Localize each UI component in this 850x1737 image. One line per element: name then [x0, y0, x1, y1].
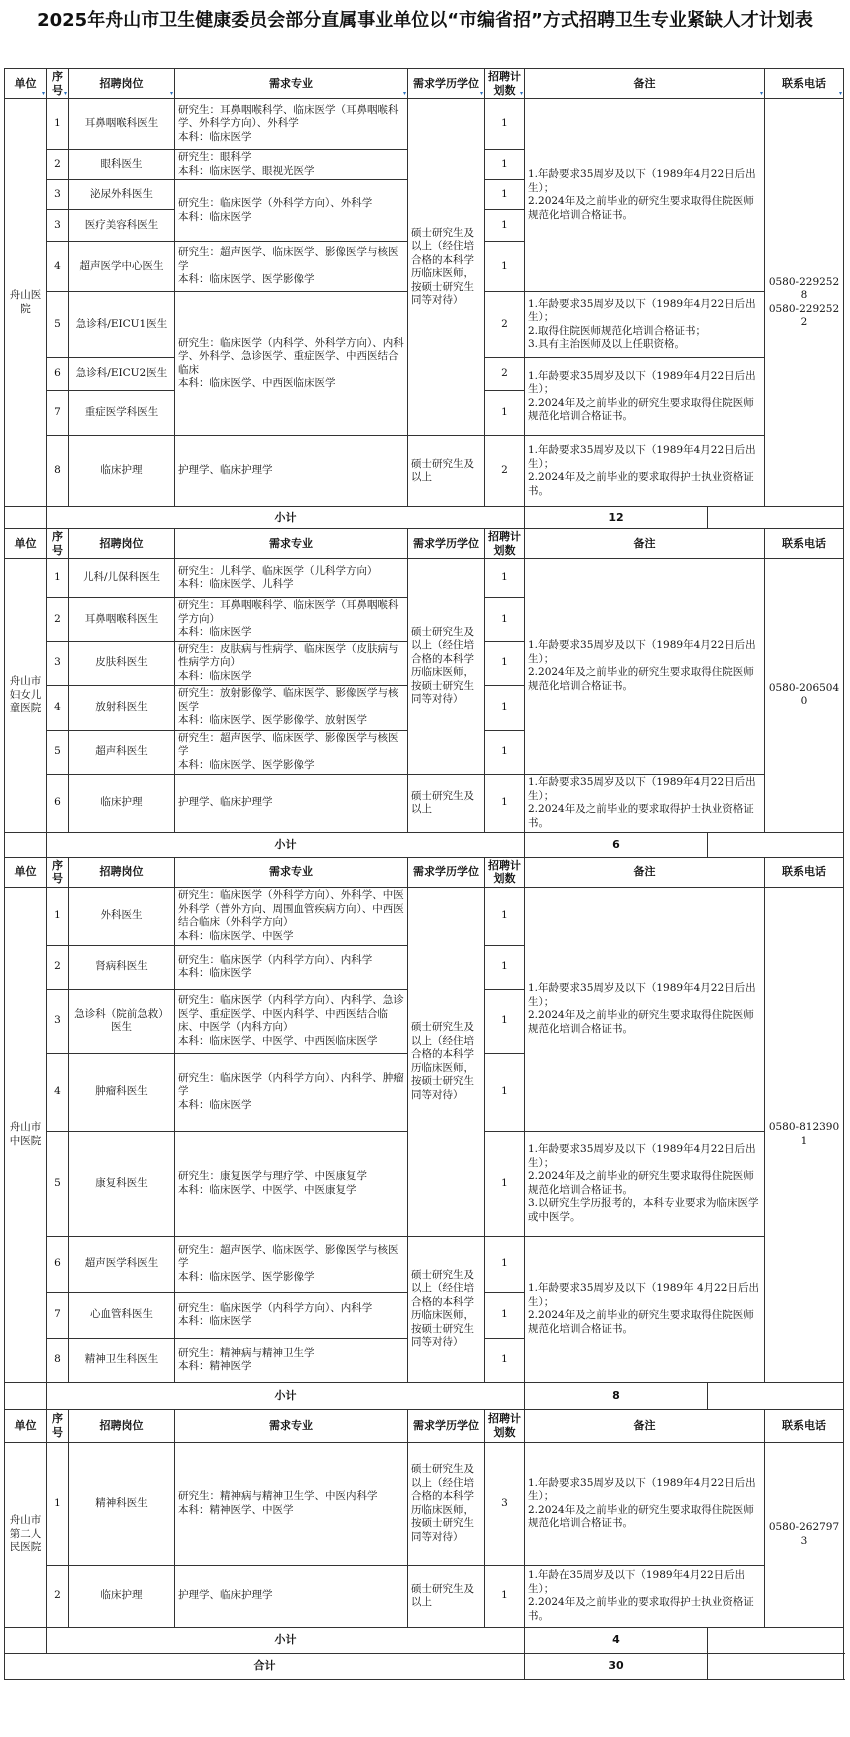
position-cell: 超声医学中心医生: [69, 242, 175, 292]
seq-cell: 5: [47, 730, 69, 774]
filter-dropdown-icon[interactable]: ▾: [479, 90, 483, 97]
count-cell: 1: [485, 1338, 525, 1382]
position-cell: 临床护理: [69, 774, 175, 832]
header-row: [5, 857, 844, 887]
count-cell: 1: [485, 150, 525, 180]
remarks-cell: 1.年龄要求35周岁及以下（1989年4月22日后出生）； 2.取得住院医师规范化培训合格证书； 3.具有主治医师及以上任职资格。: [525, 292, 765, 358]
subtotal-label: 小计: [47, 832, 525, 857]
subtotal-value: 8: [525, 1382, 708, 1409]
subtotal-row: [5, 507, 844, 529]
count-cell: 1: [485, 1236, 525, 1292]
unit-cell: 舟山市妇女儿童医院: [5, 559, 47, 833]
major-cell: 研究生：临床医学（内科学、外科学方向）、内科学、外科学、急诊医学、重症医学、中西医结合临床 本科：临床医学、中西医临床医学: [175, 292, 408, 436]
position-cell: 放射科医生: [69, 685, 175, 730]
seq-cell: 3: [47, 210, 69, 242]
table-row: [5, 887, 844, 945]
position-cell: 临床护理: [69, 1565, 175, 1627]
seq-cell: 3: [47, 180, 69, 210]
phone-cell: 0580-2292528 0580-2292522: [765, 99, 844, 507]
major-cell: 研究生：临床医学（内科学方向）、内科学、急诊医学、重症医学、中医内科学、中西医结合临床、中医学（内科方向） 本科：临床医学、中医学、中西医临床医学: [175, 989, 408, 1053]
seq-cell: 1: [47, 1442, 69, 1565]
unit-cell: 舟山医院: [5, 99, 47, 507]
position-cell: 泌尿外科医生: [69, 180, 175, 210]
header-count: 招聘计划数: [485, 1409, 525, 1442]
header-major: 需求专业: [175, 857, 408, 887]
major-cell: 研究生：放射影像学、临床医学、影像医学与核医学 本科：临床医学、医学影像学、放射医学: [175, 685, 408, 730]
table-row: [5, 1565, 844, 1627]
header-row: [5, 529, 844, 559]
header-seq: 序号: [47, 529, 69, 559]
seq-cell: 2: [47, 150, 69, 180]
recruitment-table: [4, 68, 844, 1680]
seq-cell: 6: [47, 1236, 69, 1292]
phone-cell: 0580-2065040: [765, 559, 844, 833]
major-cell: 护理学、临床护理学: [175, 774, 408, 832]
header-degree: 需求学历学位: [408, 529, 485, 559]
filter-dropdown-icon[interactable]: ▾: [41, 90, 45, 97]
table-row: [5, 436, 844, 507]
count-cell: 1: [485, 1131, 525, 1236]
count-cell: 1: [485, 989, 525, 1053]
subtotal-label: 小计: [47, 1382, 525, 1409]
page-title: 2025年舟山市卫生健康委员会部分直属事业单位以“市编省招”方式招聘卫生专业紧缺人才计划表: [37, 10, 813, 31]
filter-dropdown-icon[interactable]: ▾: [838, 90, 842, 97]
unit-cell: 舟山市中医院: [5, 887, 47, 1382]
table-row: [5, 1442, 844, 1565]
degree-cell: 硕士研究生及以上（经住培合格的本科学历临床医师，按硕士研究生同等对待）: [408, 1442, 485, 1565]
header-position: 招聘岗位: [69, 857, 175, 887]
remarks-cell: 1.年龄要求35周岁及以下（1989年4月22日后出生）； 2.2024年及之前毕业的要求取得护士执业资格证书。: [525, 774, 765, 832]
seq-cell: 5: [47, 1131, 69, 1236]
count-cell: 1: [485, 210, 525, 242]
count-cell: 1: [485, 945, 525, 989]
header-degree[interactable]: 需求学历学位 ▾: [408, 69, 485, 99]
filter-dropdown-icon[interactable]: ▾: [519, 90, 523, 97]
position-cell: 急诊科/EICU2医生: [69, 358, 175, 391]
header-count: 招聘计划数: [485, 857, 525, 887]
count-cell: 1: [485, 887, 525, 945]
seq-cell: 6: [47, 358, 69, 391]
seq-cell: 2: [47, 945, 69, 989]
seq-cell: 2: [47, 598, 69, 642]
major-cell: 研究生：临床医学（外科学方向）、外科学 本科：临床医学: [175, 180, 408, 242]
header-phone[interactable]: 联系电话 ▾: [765, 69, 844, 99]
remarks-cell: 1.年龄要求35周岁及以下（1989年4月22日后出生）； 2.2024年及之前毕业的研究生要求取得住院医师规范化培训合格证书。: [525, 99, 765, 292]
seq-cell: 8: [47, 436, 69, 507]
major-cell: 研究生：精神病与精神卫生学 本科：精神医学: [175, 1338, 408, 1382]
major-cell: 研究生：康复医学与理疗学、中医康复学 本科：临床医学、中医学、中医康复学: [175, 1131, 408, 1236]
header-seq: 序号: [47, 857, 69, 887]
major-cell: 研究生：超声医学、临床医学、影像医学与核医学 本科：临床医学、医学影像学: [175, 242, 408, 292]
major-cell: 研究生：眼科学 本科：临床医学、眼视光医学: [175, 150, 408, 180]
total-row: [5, 1653, 844, 1679]
count-cell: 3: [485, 1442, 525, 1565]
header-phone: 联系电话: [765, 857, 844, 887]
subtotal-value: 4: [525, 1627, 708, 1653]
seq-cell: 3: [47, 989, 69, 1053]
header-position: 招聘岗位: [69, 529, 175, 559]
subtotal-value: 12: [525, 507, 708, 529]
position-cell: 超声科医生: [69, 730, 175, 774]
count-cell: 1: [485, 242, 525, 292]
position-cell: 临床护理: [69, 436, 175, 507]
table-row: [5, 1236, 844, 1292]
count-cell: 1: [485, 774, 525, 832]
seq-cell: 8: [47, 1338, 69, 1382]
position-cell: 急诊科/EICU1医生: [69, 292, 175, 358]
major-cell: 研究生：临床医学（内科学方向）、内科学、肿瘤学 本科：临床医学: [175, 1053, 408, 1131]
degree-cell: 硕士研究生及以上（经住培合格的本科学历临床医师，按硕士研究生同等对待）: [408, 1236, 485, 1382]
header-remarks: 备注: [525, 529, 765, 559]
seq-cell: 4: [47, 242, 69, 292]
header-degree: 需求学历学位: [408, 857, 485, 887]
header-major[interactable]: 需求专业 ▾: [175, 69, 408, 99]
count-cell: 1: [485, 641, 525, 685]
major-cell: 研究生：临床医学（内科学方向）、内科学 本科：临床医学: [175, 1292, 408, 1338]
count-cell: 1: [485, 1292, 525, 1338]
position-cell: 肾病科医生: [69, 945, 175, 989]
header-remarks[interactable]: 备注 ▾: [525, 69, 765, 99]
table-row: [5, 99, 844, 150]
header-unit: 单位: [5, 529, 47, 559]
major-cell: 研究生：超声医学、临床医学、影像医学与核医学 本科：临床医学、医学影像学: [175, 730, 408, 774]
phone-cell: 0580-2627973: [765, 1442, 844, 1627]
seq-cell: 2: [47, 1565, 69, 1627]
seq-cell: 3: [47, 641, 69, 685]
position-cell: 儿科/儿保科医生: [69, 559, 175, 598]
count-cell: 1: [485, 180, 525, 210]
major-cell: 研究生：临床医学（内科学方向）、内科学 本科：临床医学: [175, 945, 408, 989]
filter-dropdown-icon[interactable]: ▾: [169, 90, 173, 97]
total-value: 30: [525, 1653, 708, 1679]
header-unit: 单位: [5, 857, 47, 887]
position-cell: 康复科医生: [69, 1131, 175, 1236]
count-cell: 2: [485, 436, 525, 507]
subtotal-row: [5, 1382, 844, 1409]
degree-cell: 硕士研究生及以上（经住培合格的本科学历临床医师，按硕士研究生同等对待）: [408, 99, 485, 436]
filter-dropdown-icon[interactable]: ▾: [759, 90, 763, 97]
major-cell: 护理学、临床护理学: [175, 1565, 408, 1627]
header-row: [5, 69, 844, 99]
count-cell: 1: [485, 391, 525, 436]
header-degree: 需求学历学位: [408, 1409, 485, 1442]
major-cell: 研究生：耳鼻咽喉科学、临床医学（耳鼻咽喉科学方向） 本科：临床医学: [175, 598, 408, 642]
count-cell: 1: [485, 1053, 525, 1131]
major-cell: 研究生：儿科学、临床医学（儿科学方向） 本科：临床医学、儿科学: [175, 559, 408, 598]
remarks-cell: 1.年龄要求35周岁及以下（1989年4月22日后出生）； 2.2024年及之前毕业的研究生要求取得住院医师规范化培训合格证书。: [525, 358, 765, 436]
header-unit[interactable]: 单位 ▾: [5, 69, 47, 99]
count-cell: 2: [485, 292, 525, 358]
header-count: 招聘计划数: [485, 529, 525, 559]
header-major: 需求专业: [175, 529, 408, 559]
filter-dropdown-icon[interactable]: ▾: [402, 90, 406, 97]
position-cell: 精神卫生科医生: [69, 1338, 175, 1382]
position-cell: 心血管科医生: [69, 1292, 175, 1338]
phone-cell: 0580-8123901: [765, 887, 844, 1382]
position-cell: 精神科医生: [69, 1442, 175, 1565]
count-cell: 1: [485, 685, 525, 730]
header-position: 招聘岗位: [69, 1409, 175, 1442]
header-seq[interactable]: 序号 ▾: [47, 69, 69, 99]
remarks-cell: 1.年龄要求35周岁及以下（1989年 4月22日后出生）； 2.2024年及之前毕业的研究生要求取得住院医师规范化培训合格证书。: [525, 1236, 765, 1382]
position-cell: 外科医生: [69, 887, 175, 945]
position-cell: 肿瘤科医生: [69, 1053, 175, 1131]
subtotal-label: 小计: [47, 1627, 525, 1653]
header-position[interactable]: 招聘岗位 ▾: [69, 69, 175, 99]
header-seq: 序号: [47, 1409, 69, 1442]
degree-cell: 硕士研究生及以上: [408, 436, 485, 507]
seq-cell: 1: [47, 99, 69, 150]
count-cell: 1: [485, 730, 525, 774]
header-count[interactable]: 招聘计划数 ▾: [485, 69, 525, 99]
position-cell: 眼科医生: [69, 150, 175, 180]
position-cell: 耳鼻咽喉科医生: [69, 598, 175, 642]
subtotal-row: [5, 832, 844, 857]
seq-cell: 4: [47, 1053, 69, 1131]
remarks-cell: 1.年龄要求35周岁及以下（1989年4月22日后出生）； 2.2024年及之前毕业的研究生要求取得住院医师规范化培训合格证书。: [525, 887, 765, 1131]
seq-cell: 7: [47, 1292, 69, 1338]
unit-cell: 舟山市第二人民医院: [5, 1442, 47, 1627]
count-cell: 1: [485, 99, 525, 150]
position-cell: 急诊科（院前急救）医生: [69, 989, 175, 1053]
position-cell: 皮肤科医生: [69, 641, 175, 685]
table-row: [5, 559, 844, 598]
position-cell: 医疗美容科医生: [69, 210, 175, 242]
table-row: [5, 774, 844, 832]
seq-cell: 5: [47, 292, 69, 358]
subtotal-label: 小计: [47, 507, 525, 529]
degree-cell: 硕士研究生及以上（经住培合格的本科学历临床医师，按硕士研究生同等对待）: [408, 887, 485, 1236]
header-row: [5, 1409, 844, 1442]
major-cell: 研究生：精神病与精神卫生学、中医内科学 本科：精神医学、中医学: [175, 1442, 408, 1565]
count-cell: 1: [485, 559, 525, 598]
major-cell: 研究生：皮肤病与性病学、临床医学（皮肤病与性病学方向） 本科：临床医学: [175, 641, 408, 685]
header-remarks: 备注: [525, 857, 765, 887]
count-cell: 1: [485, 1565, 525, 1627]
seq-cell: 1: [47, 887, 69, 945]
remarks-cell: 1.年龄在35周岁及以下（1989年4月22日后出生）； 2.2024年及之前毕业的要求取得护士执业资格证书。: [525, 1565, 765, 1627]
header-remarks: 备注: [525, 1409, 765, 1442]
position-cell: 耳鼻咽喉科医生: [69, 99, 175, 150]
major-cell: 研究生：超声医学、临床医学、影像医学与核医学 本科：临床医学、医学影像学: [175, 1236, 408, 1292]
subtotal-value: 6: [525, 832, 708, 857]
seq-cell: 4: [47, 685, 69, 730]
header-major: 需求专业: [175, 1409, 408, 1442]
degree-cell: 硕士研究生及以上: [408, 1565, 485, 1627]
remarks-cell: 1.年龄要求35周岁及以下（1989年4月22日后出生）； 2.2024年及之前毕业的研究生要求取得住院医师规范化培训合格证书。: [525, 559, 765, 775]
major-cell: 研究生：耳鼻咽喉科学、临床医学（耳鼻咽喉科学、外科学方向）、外科学 本科：临床医学: [175, 99, 408, 150]
major-cell: 研究生：临床医学（外科学方向）、外科学、中医外科学（普外方向、周围血管疾病方向）、中西医结合临床（外科学方向） 本科：临床医学、中医学: [175, 887, 408, 945]
seq-cell: 6: [47, 774, 69, 832]
position-cell: 超声医学科医生: [69, 1236, 175, 1292]
position-cell: 重症医学科医生: [69, 391, 175, 436]
remarks-cell: 1.年龄要求35周岁及以下（1989年4月22日后出生）； 2.2024年及之前毕业的研究生要求取得住院医师规范化培训合格证书。 3.以研究生学历报考的，本科专业要求为临床医学或中医学。: [525, 1131, 765, 1236]
count-cell: 1: [485, 598, 525, 642]
remarks-cell: 1.年龄要求35周岁及以下（1989年4月22日后出生）； 2.2024年及之前毕业的研究生要求取得住院医师规范化培训合格证书。: [525, 1442, 765, 1565]
filter-dropdown-icon[interactable]: ▾: [63, 90, 67, 97]
seq-cell: 7: [47, 391, 69, 436]
subtotal-row: [5, 1627, 844, 1653]
total-label: 合计: [5, 1653, 525, 1679]
remarks-cell: 1.年龄要求35周岁及以下（1989年4月22日后出生）； 2.2024年及之前毕业的要求取得护士执业资格证书。: [525, 436, 765, 507]
header-phone: 联系电话: [765, 529, 844, 559]
degree-cell: 硕士研究生及以上（经住培合格的本科学历临床医师，按硕士研究生同等对待）: [408, 559, 485, 775]
header-phone: 联系电话: [765, 1409, 844, 1442]
major-cell: 护理学、临床护理学: [175, 436, 408, 507]
header-unit: 单位: [5, 1409, 47, 1442]
seq-cell: 1: [47, 559, 69, 598]
degree-cell: 硕士研究生及以上: [408, 774, 485, 832]
count-cell: 2: [485, 358, 525, 391]
